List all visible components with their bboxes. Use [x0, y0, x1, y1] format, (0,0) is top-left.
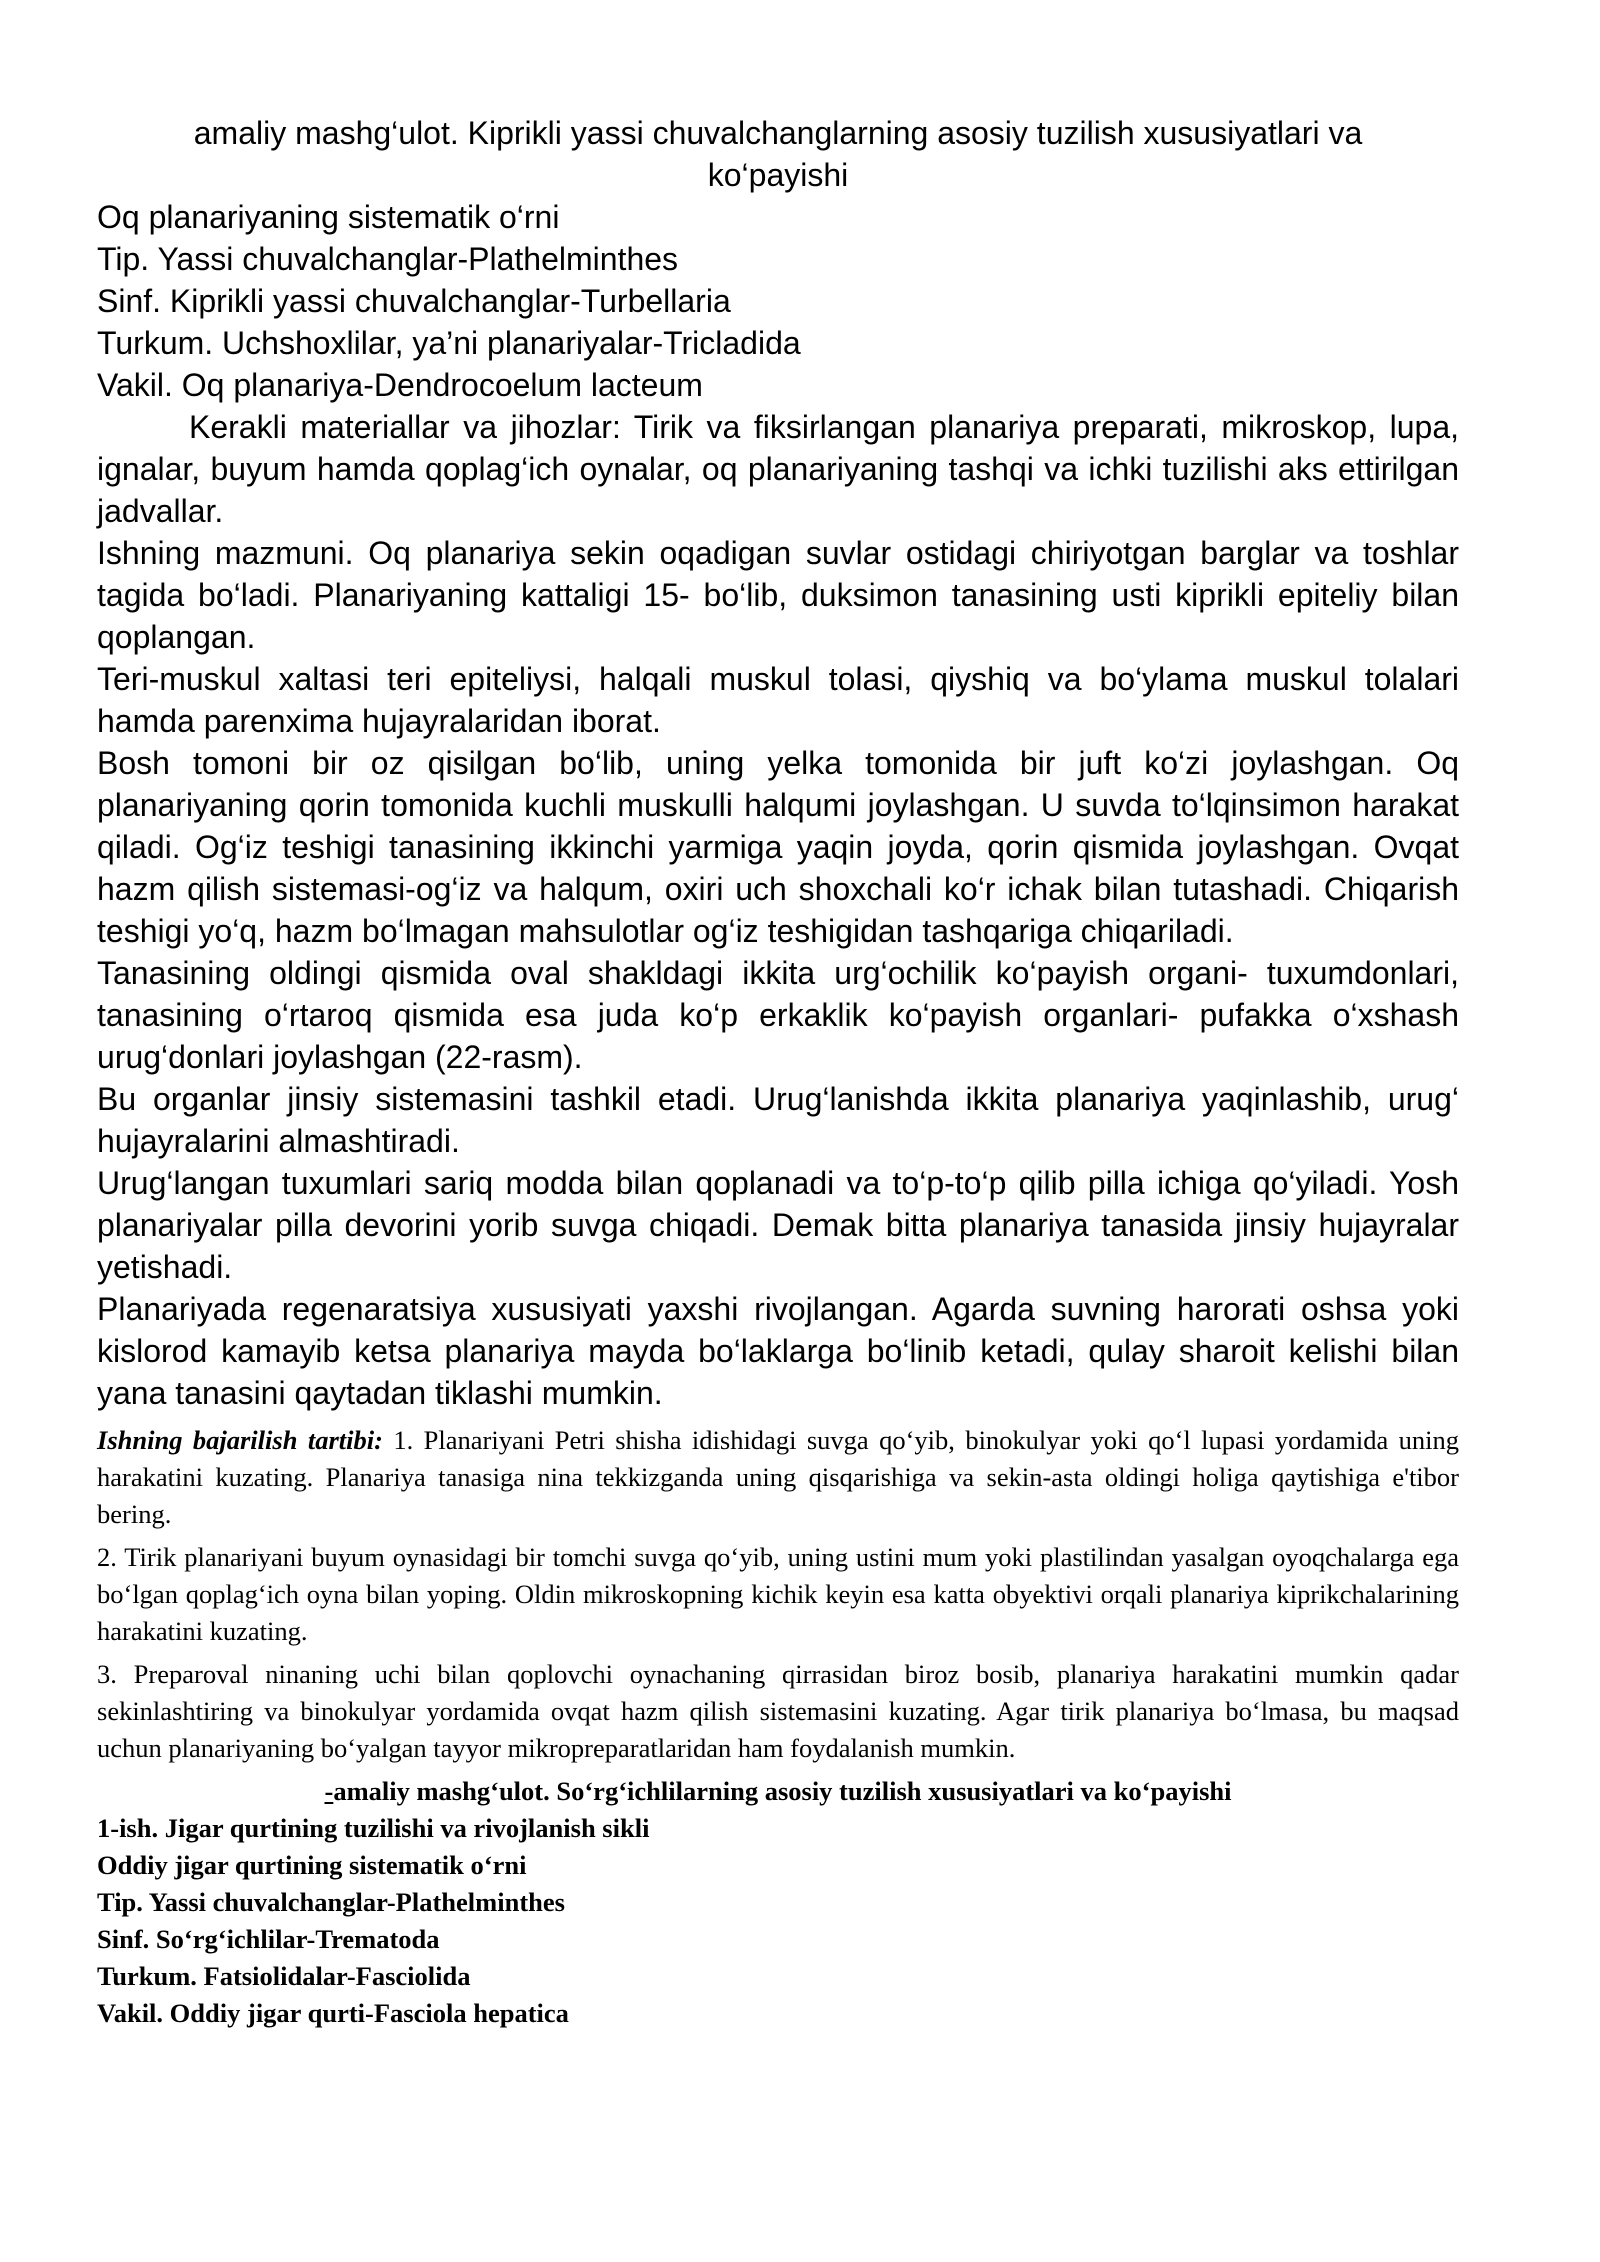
taxonomy-order: Turkum. Uchshoxlilar, ya’ni planariyalar-Tricladida — [97, 325, 801, 361]
section2-title-prefix: - — [324, 1776, 334, 1806]
section2-line: Sinf. So‘rg‘ichlilar-Trematoda — [97, 1924, 440, 1954]
procedure-step-1-text: 1. Planariyani Petri shisha idishidagi suvga qo‘yib, binokulyar yoki qo‘l lupasi yordamida uning harakatini kuzating. Planariya tanasiga nina tekkizganda uning qisqarishiga va sekin-asta oldingi holiga qaytishiga e'tibor bering. — [97, 1425, 1460, 1529]
taxonomy-representative: Vakil. Oq planariya-Dendrocoelum lacteum — [97, 367, 703, 403]
content-paragraph: Tanasining oldingi qismida oval shakldagi ikkita urg‘ochilik ko‘payish organi- tuxumdonlari, tanasining o‘rtaroq qismida esa juda ko‘p erkaklik ko‘payish organlari- pufakka o‘xshash urug‘donlari joylashgan (22-rasm). — [97, 955, 1459, 1075]
content-paragraph: Bosh tomoni bir oz qisilgan bo‘lib, uning yelka tomonida bir juft ko‘zi joylashgan. Oq planariyaning qorin tomonida kuchli muskulli halqumi joylashgan. U suvda to‘lqinsimon harakat qiladi. Og‘iz teshigi tanasining ikkinchi yarmiga yaqin joyda, qorin qismida joylashgan. Ovqat hazm qilish sistemasi-og‘iz va halqum, oxiri uch shoxchali ko‘r ichak bilan tutashadi. Chiqarish teshigi yo‘q, hazm bo‘lmagan mahsulotlar og‘iz teshigidan tashqariga chiqariladi. — [97, 745, 1459, 949]
taxonomy-class: Sinf. Kiprikli yassi chuvalchanglar-Turbellaria — [97, 283, 731, 319]
procedure-steps — [97, 1422, 1459, 1767]
section2-line: Vakil. Oddiy jigar qurti-Fasciola hepatica — [97, 1998, 569, 2028]
section2-line: Turkum. Fatsiolidalar-Fasciolida — [97, 1961, 471, 1991]
taxonomy-type: Tip. Yassi chuvalchanglar-Plathelminthes — [97, 241, 679, 277]
procedure-step-1 — [97, 1422, 1459, 1533]
procedure-step-2: 2. Tirik planariyani buyum oynasidagi bir tomchi suvga qo‘yib, uning ustini mum yoki plastilindan yasalgan oyoqchalarga ega bo‘lgan qoplag‘ich oyna bilan yoping. Oldin mikroskopning kichik keyin esa katta obyektivi orqali planariya kiprikchalarining harakatini kuzating. — [97, 1542, 1459, 1646]
materials-paragraph: Kerakli materiallar va jihozlar: Tirik va fiksirlangan planariya preparati, mikroskop, lupa, ignalar, buyum hamda qoplag‘ich oynalar, oq planariyaning tashqi va ichki tuzilishi aks ettirilgan jadvallar. — [97, 409, 1459, 529]
procedure-step-3: 3. Preparoval ninaning uchi bilan qoplovchi oynachaning qirrasidan biroz bosib, planariya harakatini mumkin qadar sekinlashtiring va binokulyar yordamida ovqat hazm qilish sistemasini kuzating. Agar tirik planariya bo‘lmasa, bu maqsad uchun planariyaning bo‘yalgan tayyor mikropreparatlaridan ham foydalanish mumkin. — [97, 1659, 1459, 1763]
section1-title: amaliy mashg‘ulot. Kiprikli yassi chuvalchanglarning asosiy tuzilish xususiyatlari va ko‘payishi — [193, 115, 1363, 193]
content-paragraph: Urug‘langan tuxumlari sariq modda bilan qoplanadi va to‘p-to‘p qilib pilla ichiga qo‘yiladi. Yosh planariyalar pilla devorini yorib suvga chiqadi. Demak bitta planariya tanasida jinsiy hujayralar yetishadi. — [97, 1165, 1459, 1285]
content-paragraph: Teri-muskul xaltasi teri epiteliysi, halqali muskul tolasi, qiyshiq va bo‘ylama muskul tolalari hamda parenxima hujayralaridan iborat. — [97, 661, 1459, 739]
section2-title-text: amaliy mashg‘ulot. So‘rg‘ichlilarning asosiy tuzilish xususiyatlari va ko‘payishi — [333, 1776, 1232, 1806]
content-paragraph: Ishning mazmuni. Oq planariya sekin oqadigan suvlar ostidagi chiriyotgan barglar va toshlar tagida bo‘ladi. Planariyaning kattaligi 15- bo‘lib, duksimon tanasining usti kiprikli epiteliy bilan qoplangan. — [97, 535, 1459, 655]
content-paragraph: Planariyada regenaratsiya xususiyati yaxshi rivojlangan. Agarda suvning harorati oshsa yoki kislorod kamayib ketsa planariya mayda bo‘laklarga bo‘linib ketadi, qulay sharoit kelishi bilan yana tanasini qaytadan tiklashi mumkin. — [97, 1291, 1459, 1411]
page-content — [97, 112, 1459, 2032]
section2-line: Oddiy jigar qurtining sistematik o‘rni — [97, 1850, 527, 1880]
section2-line: Tip. Yassi chuvalchanglar-Plathelminthes — [97, 1887, 565, 1917]
content-paragraph: Bu organlar jinsiy sistemasini tashkil etadi. Urug‘lanishda ikkita planariya yaqinlashib, urug‘ hujayralarini almashtiradi. — [97, 1081, 1459, 1159]
section2-line: 1-ish. Jigar qurtining tuzilishi va rivojlanish sikli — [97, 1813, 650, 1843]
taxonomy-heading: Oq planariyaning sistematik o‘rni — [97, 199, 560, 235]
section2-title — [97, 1773, 1459, 1810]
section1-taxonomy — [97, 196, 1459, 406]
section2 — [97, 1773, 1459, 2032]
procedure-lead: Ishning bajarilish tartibi: — [97, 1425, 383, 1455]
